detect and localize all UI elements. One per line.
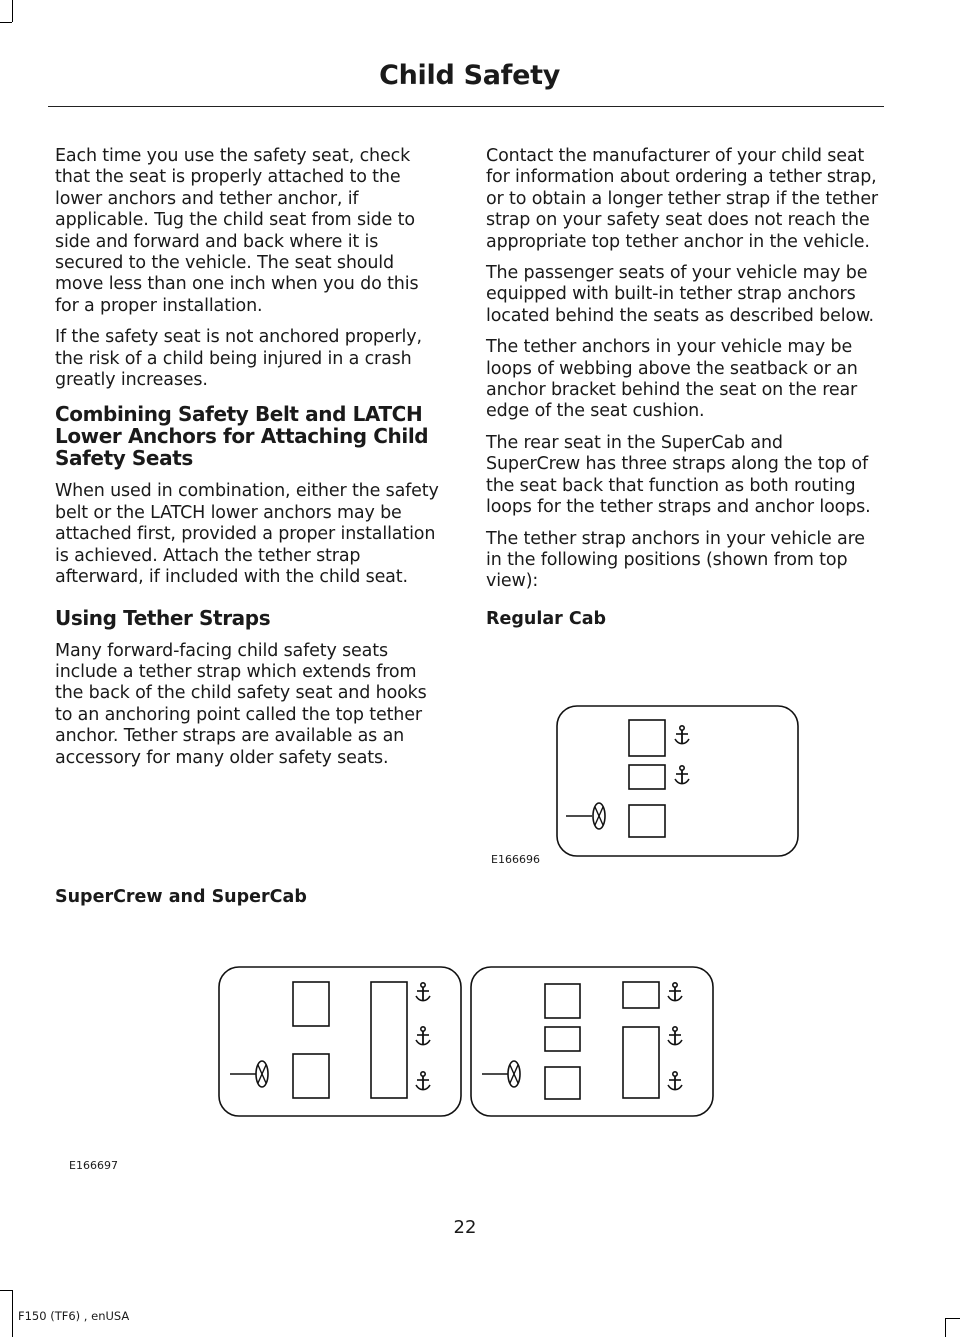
paragraph: Contact the manufacturer of your child seat for information about ordering a tether strap, or to obtain a longer tether strap if the tether strap on your safety seat does not reach the appropriate top tether anchor in the vehicle.	[486, 146, 878, 252]
rear-bench	[623, 1027, 659, 1098]
paragraph: The passenger seats of your vehicle may be equipped with built-in tether strap anchors located behind the seats as described below.	[486, 263, 874, 326]
steering-wheel-icon	[256, 1061, 268, 1087]
page-number: 22	[453, 1217, 477, 1238]
paragraph: When used in combination, either the safety belt or the LATCH lower anchors may be attached first, provided a proper installation is achieved. Attach the tether strap afterward, if included with the child seat.	[55, 481, 439, 588]
steering-wheel-icon	[508, 1061, 520, 1087]
crop-mark	[945, 1318, 960, 1319]
paragraph: The tether anchors in your vehicle may be loops of webbing above the seatback or an anchor bracket behind the seat on the rear edge of the seat cushion.	[486, 337, 858, 422]
crop-mark	[0, 1290, 12, 1291]
rear-seat-upper	[623, 982, 659, 1008]
seat-square	[545, 984, 580, 1018]
steering-wheel-icon	[593, 803, 605, 829]
figure-id: E166697	[69, 1159, 118, 1172]
seat-square	[293, 982, 329, 1026]
paragraph: The rear seat in the SuperCab and SuperCrew has three straps along the top of the seat back that function as both routing loops for the tether straps and anchor loops.	[486, 432, 871, 518]
regular-cab-diagram	[556, 705, 800, 858]
section-heading: Using Tether Straps	[55, 605, 271, 630]
supercrew-diagram	[218, 966, 463, 1118]
document-id: F150 (TF6) , enUSA	[18, 1309, 130, 1323]
crop-mark	[0, 22, 12, 23]
crop-mark	[945, 1318, 946, 1337]
crop-mark	[12, 0, 13, 22]
paragraph: Many forward-facing child safety seats include a tether strap which extends from the back of the child safety seat and hooks to an anchoring point called the top tether anchor. Tether straps are available as an accessory for many older safety seats.	[55, 640, 427, 768]
supercab-diagram	[470, 966, 715, 1118]
subsection-heading: SuperCrew and SuperCab	[55, 887, 307, 907]
paragraph: Each time you use the safety seat, check that the seat is properly attached to the lower anchors and tether anchor, if applicable. Tug the child seat from side to side and forward and back where it is secured to the vehicle. The seat should move less than one inch when you do this for a proper installation.	[55, 146, 419, 316]
seat-square	[545, 1067, 580, 1099]
seat-square	[629, 720, 665, 756]
header-rule	[48, 106, 884, 107]
seat-square	[293, 1054, 329, 1098]
paragraph: The tether strap anchors in your vehicle are in the following positions (shown from top view):	[486, 528, 865, 592]
paragraph: If the safety seat is not anchored properly, the risk of a child being injured in a crash greatly increases.	[55, 327, 422, 391]
seat-square	[545, 1027, 580, 1051]
left-column	[55, 146, 447, 779]
crop-mark	[12, 1290, 13, 1337]
seat-square	[629, 765, 665, 789]
section-heading: Combining Safety Belt and LATCH Lower Anchors for Attaching Child Safety Seats	[55, 402, 429, 471]
figure-id: E166696	[491, 853, 540, 866]
subsection-heading: Regular Cab	[486, 608, 607, 629]
seat-square	[629, 805, 665, 837]
page-title: Child Safety	[379, 60, 560, 91]
rear-bench	[371, 982, 407, 1098]
right-column	[486, 146, 878, 630]
